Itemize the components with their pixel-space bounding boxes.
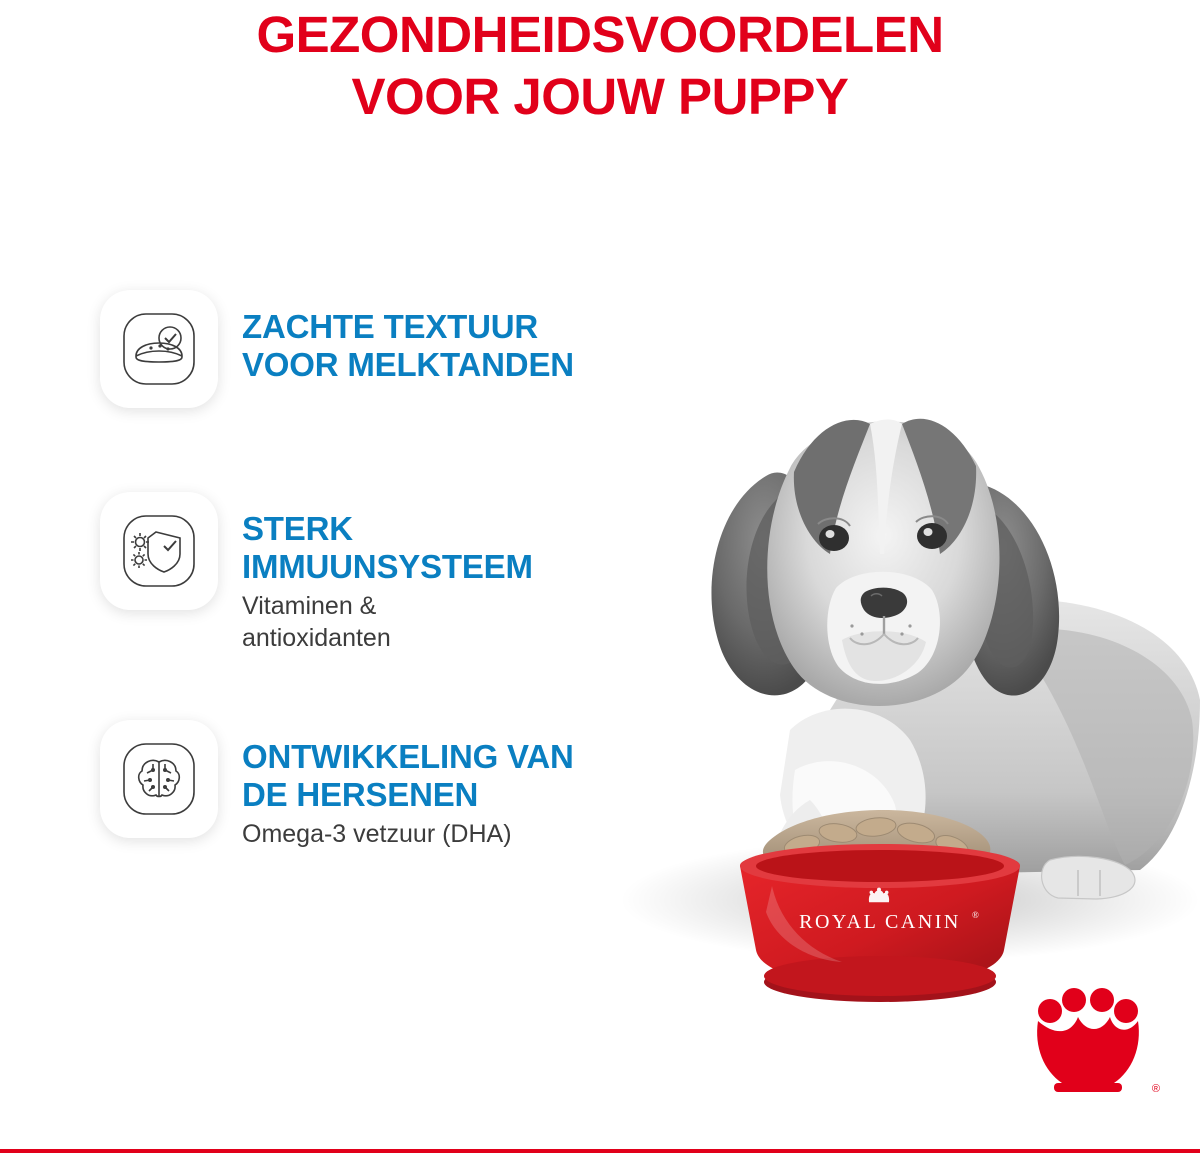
brain-icon: [100, 720, 218, 838]
benefit-item-soft-texture: [100, 290, 660, 408]
benefit-title-line1: ZACHTE TEXTUUR: [242, 308, 539, 345]
benefit-title-line2: VOOR MELKTANDEN: [242, 346, 574, 383]
benefit-subtitle: Omega-3 vetzuur (DHA): [242, 820, 512, 848]
benefit-title-line2: IMMUUNSYSTEEM: [242, 548, 533, 585]
benefit-item-brain-development: [100, 720, 660, 850]
benefit-title-line1: ONTWIKKELING VAN: [242, 738, 574, 775]
benefit-title-line2: DE HERSENEN: [242, 776, 479, 813]
food-bowl: [740, 810, 1020, 1002]
benefit-subtitle-line2: antioxidanten: [242, 624, 391, 652]
brand-registered-mark: ®: [1151, 1083, 1160, 1095]
bowl-brand-text: ROYAL CANIN: [799, 911, 961, 933]
benefit-text-soft-texture: [218, 290, 574, 384]
page-title-line2: VOOR JOUW PUPPY: [351, 68, 849, 125]
benefit-text-strong-immunity: [218, 492, 533, 654]
benefit-subtitle-line1: Vitaminen &: [242, 592, 377, 620]
page-title: [0, 4, 1200, 128]
benefit-item-strong-immunity: [100, 492, 660, 654]
benefit-text-brain-development: [218, 720, 574, 850]
page-title-line1: GEZONDHEIDSVOORDELEN: [256, 6, 944, 63]
puppy-photo: [580, 300, 1200, 1040]
bowl-registered-mark: ®: [972, 910, 979, 920]
benefit-title-line1: STERK: [242, 510, 353, 547]
bottom-bar: [0, 1143, 1200, 1159]
bottom-red-stripe: [0, 1149, 1200, 1153]
royal-canin-crown-logo: [1028, 987, 1160, 1097]
benefits-list: [100, 290, 660, 904]
shield-immunity-icon: [100, 492, 218, 610]
kibble-bowl-check-icon: [100, 290, 218, 408]
